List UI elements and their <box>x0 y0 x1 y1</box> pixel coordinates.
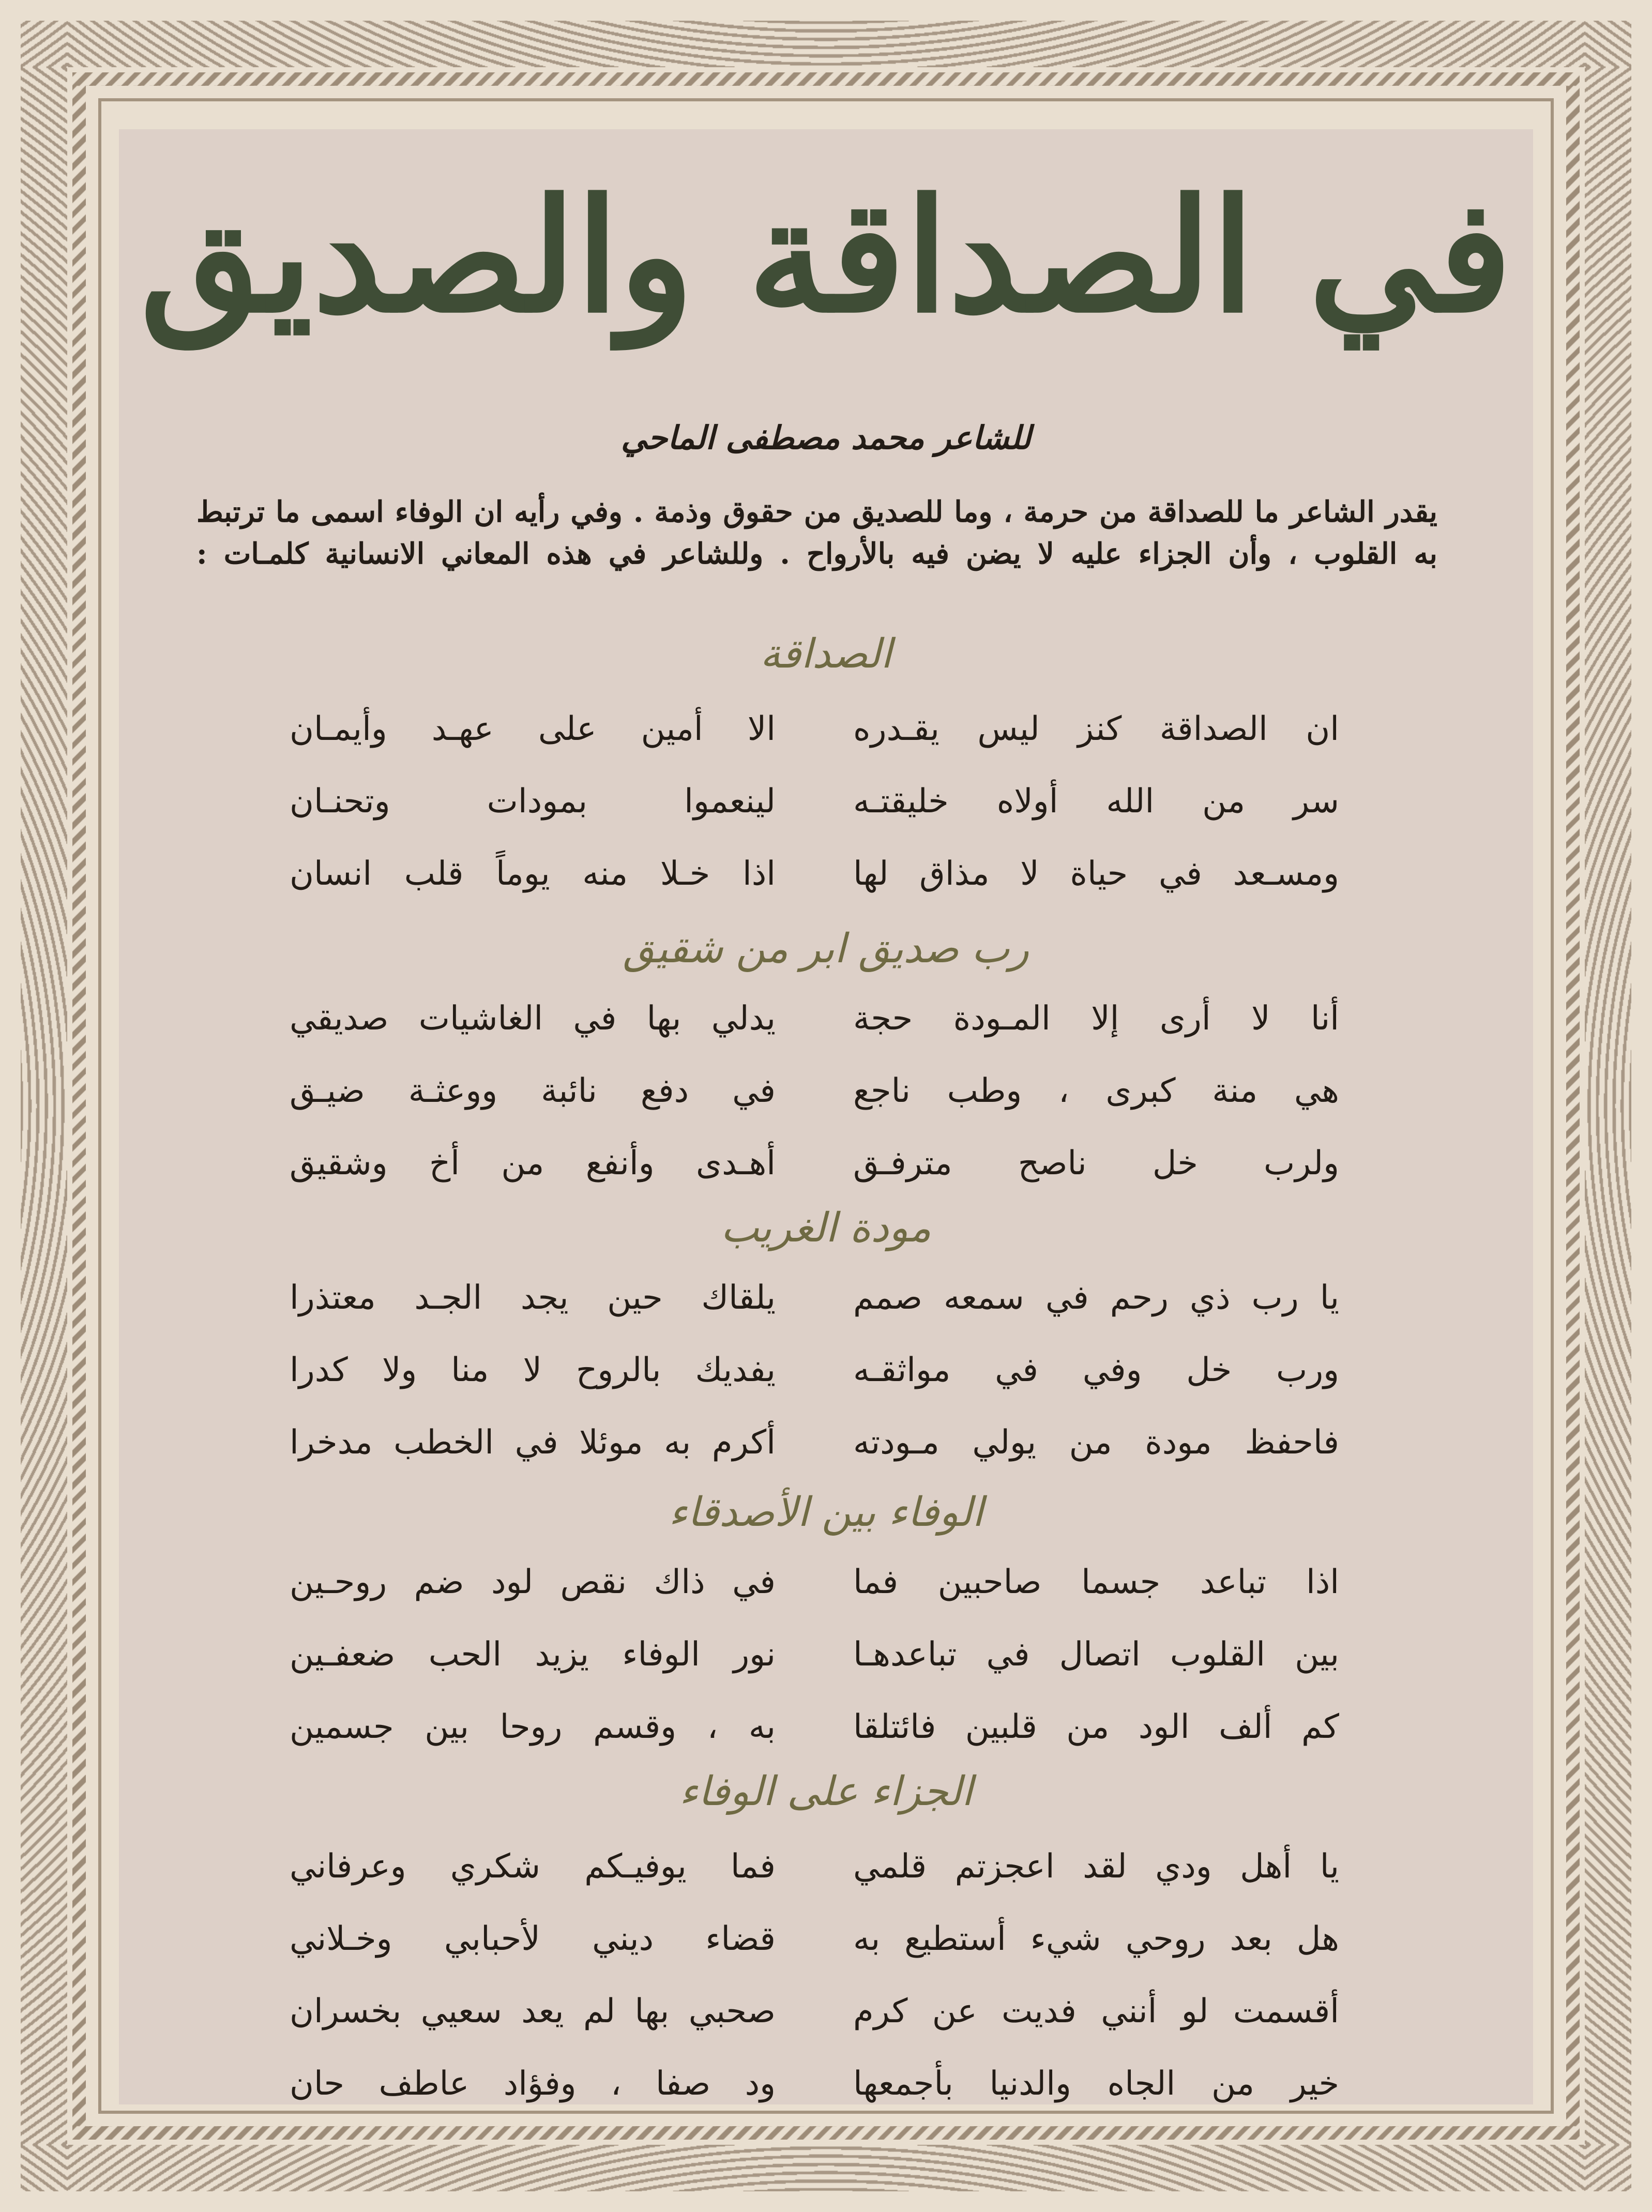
hemistich-second: الا أمين على عهـد وأيمـان <box>290 710 776 748</box>
hemistich-second: يدلي بها في الغاشيات صديقي <box>290 999 776 1038</box>
hemistich-second: قضاء ديني لأحبابي وخـلاني <box>290 1920 776 1958</box>
verse <box>290 693 1339 765</box>
verse <box>290 1975 1339 2048</box>
verse <box>290 838 1339 910</box>
hemistich-second: في دفع نائبة ووعثـة ضيـق <box>290 1072 776 1110</box>
hemistich-second: يلقاك حين يجد الجـد معتذرا <box>290 1279 776 1317</box>
hemistich-first: أنا لا أرى إلا المـودة حجة <box>853 999 1339 1038</box>
verse <box>290 1262 1339 1334</box>
hemistich-first: بين القلوب اتصال في تباعدهـا <box>853 1635 1339 1674</box>
section-heading: رب صديق ابر من شقيق <box>623 926 1029 972</box>
section-heading: الصداقة <box>760 631 892 677</box>
hemistich-second: لينعموا بمودات وتحنـان <box>290 782 776 821</box>
verse <box>290 2048 1339 2120</box>
hemistich-second: أهـدى وأنفع من أخ وشقيق <box>290 1144 776 1183</box>
verse <box>290 1691 1339 1763</box>
verse <box>290 1406 1339 1479</box>
hemistich-first: ان الصداقة كنز ليس يقـدره <box>853 710 1339 748</box>
hemistich-first: سر من الله أولاه خليقتـه <box>853 782 1339 821</box>
hemistich-first: اذا تباعد جسما صاحبين فما <box>853 1563 1339 1601</box>
section-heading: الوفاء بين الأصدقاء <box>669 1489 983 1536</box>
stanza <box>290 693 1339 910</box>
hemistich-second: به ، وقسم روحا بين جسمين <box>290 1708 776 1746</box>
intro-line: به القلوب ، وأن الجزاء عليه لا يضن فيه بالأرواح . وللشاعر في هذه المعاني الانسانية كلمـات : <box>196 537 1437 571</box>
verse <box>290 1618 1339 1691</box>
stanza <box>290 1546 1339 1763</box>
hemistich-second: في ذاك نقص لود ضم روحـين <box>290 1563 776 1601</box>
author-line: للشاعر محمد مصطفى الماحي <box>621 419 1031 457</box>
hemistich-first: هي منة كبرى ، وطب ناجع <box>853 1072 1339 1110</box>
verse <box>290 765 1339 838</box>
hemistich-second: فما يوفيـكم شكري وعرفاني <box>290 1847 776 1886</box>
stanza <box>290 982 1339 1200</box>
hemistich-first: أقسمت لو أنني فديت عن كرم <box>853 1992 1339 2031</box>
hemistich-first: ورب خل وفي في مواثقـه <box>853 1351 1339 1389</box>
section-heading: مودة الغريب <box>721 1205 931 1251</box>
hemistich-first: يا أهل ودي لقد اعجزتم قلمي <box>853 1847 1339 1886</box>
hemistich-second: يفديك بالروح لا منا ولا كدرا <box>290 1351 776 1389</box>
hemistich-first: هل بعد روحي شيء أستطيع به <box>853 1920 1339 1958</box>
verse <box>290 1903 1339 1975</box>
hemistich-first: فاحفظ مودة من يولي مـودته <box>853 1423 1339 1462</box>
hemistich-first: يا رب ذي رحم في سمعه صمم <box>853 1279 1339 1317</box>
verse <box>290 1055 1339 1127</box>
hemistich-second: ود صفا ، وفؤاد عاطف حان <box>290 2065 776 2103</box>
verse <box>290 1127 1339 1200</box>
page-title: في الصداقة والصديق <box>140 164 1512 347</box>
hemistich-second: أكرم به موئلا في الخطب مدخرا <box>290 1423 776 1462</box>
hemistich-first: خير من الجاه والدنيا بأجمعها <box>853 2065 1339 2103</box>
section-heading: الجزاء على الوفاء <box>679 1768 973 1815</box>
verse <box>290 1830 1339 1903</box>
hemistich-second: نور الوفاء يزيد الحب ضعفـين <box>290 1635 776 1674</box>
verse <box>290 1546 1339 1618</box>
verse <box>290 982 1339 1055</box>
verse <box>290 1334 1339 1406</box>
stanza <box>290 1262 1339 1479</box>
hemistich-first: ولرب خل ناصح مترفـق <box>853 1144 1339 1183</box>
hemistich-second: صحبي بها لم يعد سعيي بخسران <box>290 1992 776 2031</box>
intro-paragraph <box>196 491 1437 575</box>
hemistich-second: اذا خـلا منه يوماً قلب انسان <box>290 855 776 893</box>
hemistich-first: ومسـعد في حياة لا مذاق لها <box>853 855 1340 893</box>
intro-line: يقدر الشاعر ما للصداقة من حرمة ، وما للصديق من حقوق وذمة . وفي رأيه ان الوفاء اسمى ما ترتبط <box>196 495 1437 529</box>
hemistich-first: كم ألف الود من قلبين فائتلقا <box>853 1708 1339 1746</box>
stanza <box>290 1830 1339 2120</box>
